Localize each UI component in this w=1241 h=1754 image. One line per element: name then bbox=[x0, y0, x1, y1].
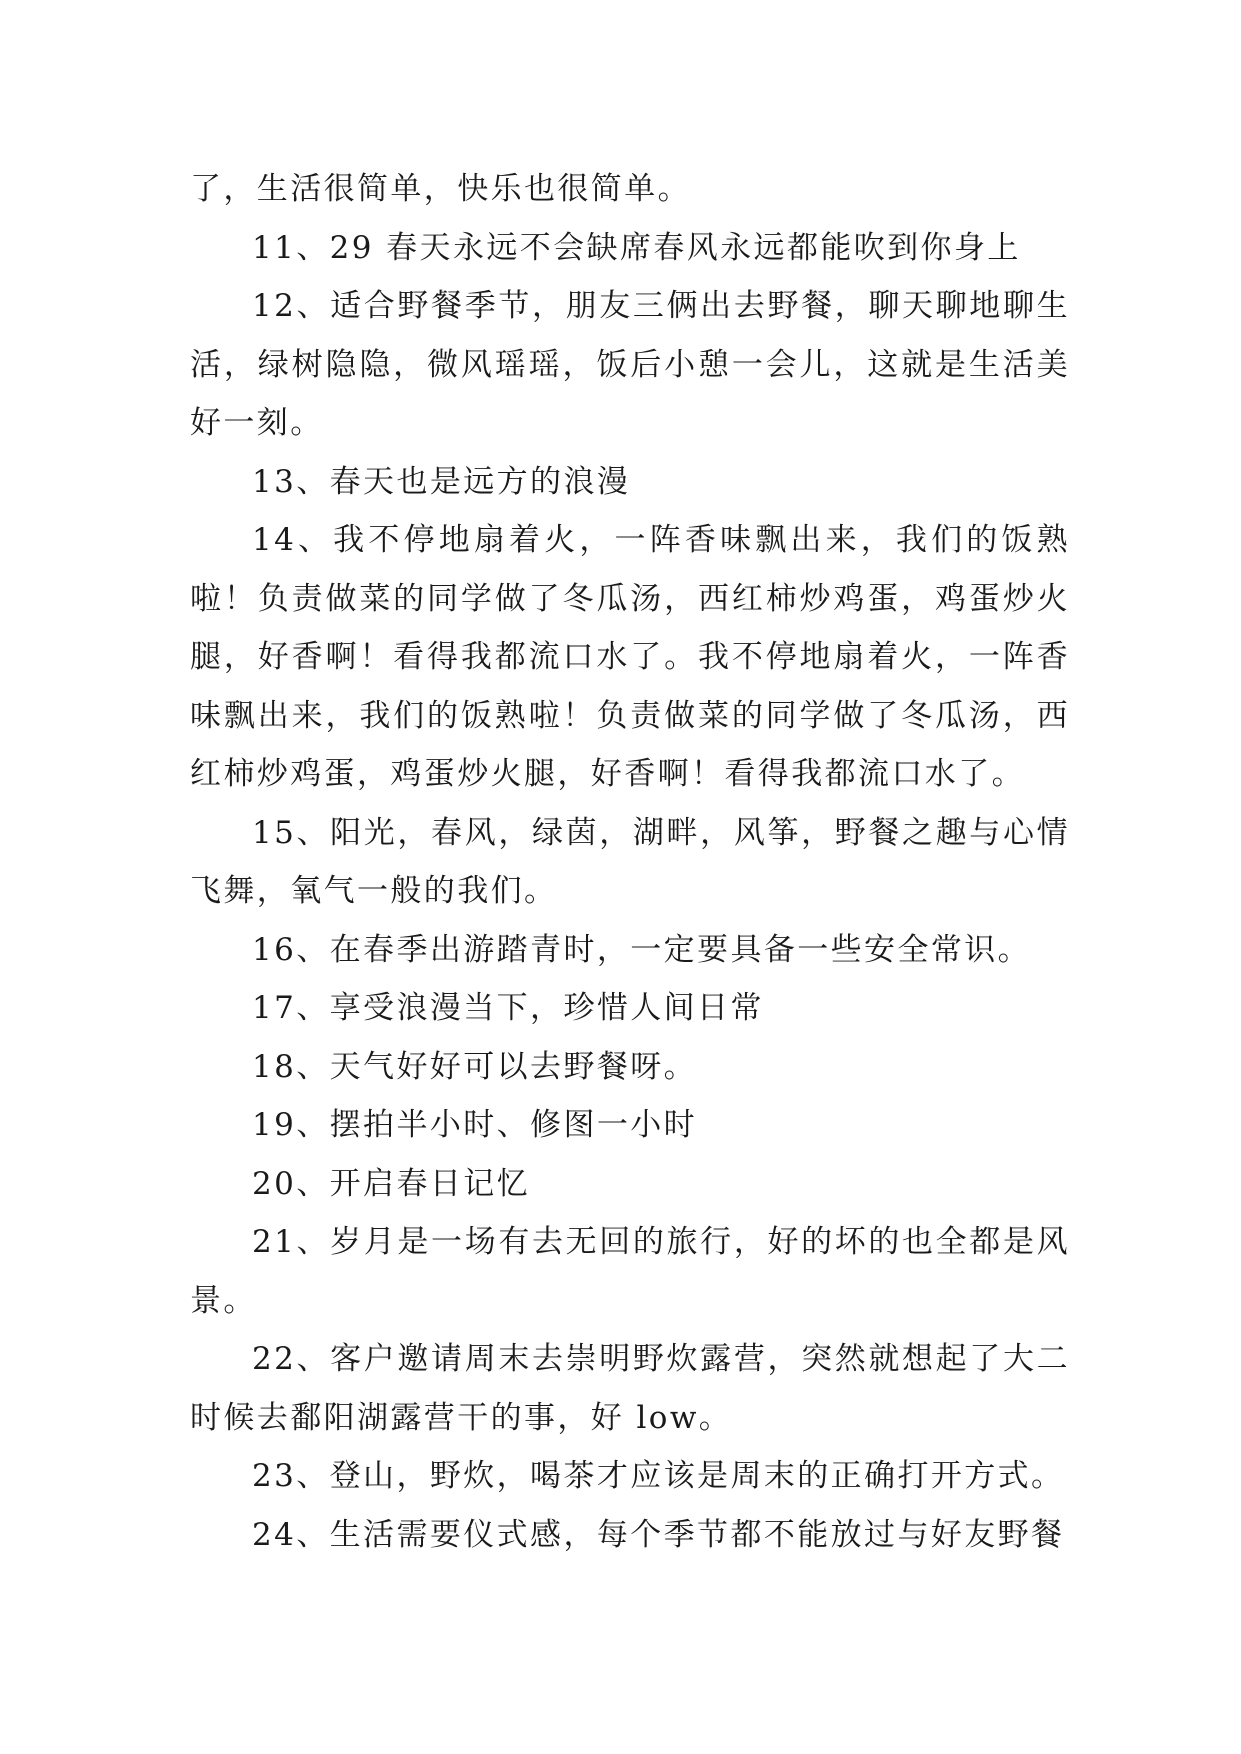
list-item-20: 20、开启春日记忆 bbox=[252, 1165, 531, 1202]
list-item-17: 17、享受浪漫当下，珍惜人间日常 bbox=[252, 990, 764, 1026]
list-item-23: 23、登山，野炊，喝茶才应该是周末的正确打开方式。 bbox=[252, 1458, 1065, 1494]
list-item-14: 14、我不停地扇着火，一阵香味飘出来，我们的饭熟啦！负责做菜的同学做了冬瓜汤，西红柿炒鸡蛋，鸡蛋炒火腿，好香啊！看得我都流口水了。我不停地扇着火，一阵香味飘出来，我们的饭熟啦！负责做菜的同学做了冬瓜汤，西红柿炒鸡蛋，鸡蛋炒火腿，好香啊！看得我都流口水了。 bbox=[190, 522, 1070, 792]
list-item-19: 19、摆拍半小时、修图一小时 bbox=[252, 1107, 698, 1143]
list-item-21: 21、岁月是一场有去无回的旅行，好的坏的也全都是风景。 bbox=[190, 1224, 1070, 1319]
list-item-13: 13、春天也是远方的浪漫 bbox=[252, 463, 631, 500]
list-item-22: 22、客户邀请周末去崇明野炊露营，突然就想起了大二时候去鄱阳湖露营干的事，好 low。 bbox=[190, 1341, 1070, 1436]
document-body bbox=[190, 160, 1070, 1564]
list-item-16: 16、在春季出游踏青时，一定要具备一些安全常识。 bbox=[252, 931, 1032, 968]
list-item-15: 15、阳光，春风，绿茵，湖畔，风筝，野餐之趣与心情飞舞，氧气一般的我们。 bbox=[190, 814, 1070, 909]
list-item-12: 12、适合野餐季节，朋友三俩出去野餐，聊天聊地聊生活，绿树隐隐，微风瑶瑶，饭后小憩一会儿，这就是生活美好一刻。 bbox=[190, 288, 1070, 441]
list-item-24: 24、生活需要仪式感，每个季节都不能放过与好友野餐 bbox=[252, 1516, 1065, 1553]
list-item-18: 18、天气好好可以去野餐呀。 bbox=[252, 1048, 698, 1085]
paragraph-continuation: 了，生活很简单，快乐也很简单。 bbox=[190, 171, 691, 207]
list-item-11: 11、29 春天永远不会缺席春风永远都能吹到你身上 bbox=[252, 229, 1021, 266]
